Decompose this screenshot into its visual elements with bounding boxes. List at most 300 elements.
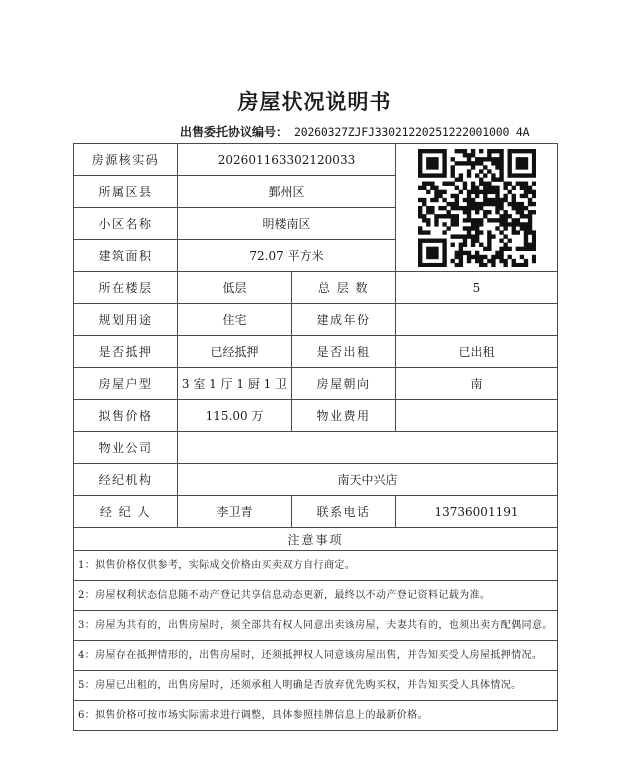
qr-module (507, 173, 511, 177)
table-row (74, 641, 558, 671)
phone-label: 联系电话 (292, 496, 396, 528)
qr-module (434, 250, 438, 254)
document-title: 房屋状况说明书 (237, 90, 392, 114)
table-row (74, 496, 558, 528)
qr-module (483, 197, 487, 201)
qr-module (487, 197, 491, 201)
qr-module (503, 262, 507, 266)
notice-item-2: 2：房屋权利状态信息随不动产登记共享信息动态更新，最终以不动产登记资料记载为准。 (78, 590, 491, 601)
qr-module (422, 173, 426, 177)
qr-module (527, 185, 531, 189)
property-company-label: 物业公司 (74, 432, 178, 464)
qr-module (442, 153, 446, 157)
qr-module (418, 161, 422, 165)
qr-module (499, 169, 503, 173)
qr-module (458, 173, 462, 177)
qr-module (426, 161, 430, 165)
qr-module (487, 181, 491, 185)
qr-module (430, 254, 434, 258)
qr-module (523, 193, 527, 197)
qr-module (422, 238, 426, 242)
qr-module (474, 234, 478, 238)
agent-label: 经 纪 人 (74, 496, 178, 528)
qr-module (470, 238, 474, 242)
qr-module (507, 214, 511, 218)
qr-module (462, 185, 466, 189)
qr-module (499, 218, 503, 222)
qr-module (503, 218, 507, 222)
qr-module (442, 250, 446, 254)
qr-module (519, 226, 523, 230)
area-value: 72.07 平方米 (178, 240, 396, 272)
qr-module (527, 218, 531, 222)
qr-module (418, 165, 422, 169)
qr-module (426, 230, 430, 234)
qr-module (511, 201, 515, 205)
qr-module (458, 254, 462, 258)
qr-module (418, 242, 422, 246)
qr-module (499, 149, 503, 153)
qr-module (491, 197, 495, 201)
notice-content (74, 611, 558, 641)
qr-module (487, 189, 491, 193)
qr-module (531, 189, 535, 193)
qr-module (454, 193, 458, 197)
phone-value: 13736001191 (396, 496, 558, 528)
qr-module (434, 173, 438, 177)
qr-module (466, 201, 470, 205)
qr-module (527, 246, 531, 250)
qr-module (483, 193, 487, 197)
table-row (74, 611, 558, 641)
qr-module (470, 218, 474, 222)
qr-module (499, 238, 503, 242)
property-company-value (178, 432, 558, 464)
table-row (74, 368, 558, 400)
qr-module (519, 214, 523, 218)
qr-module (462, 149, 466, 153)
qr-module (454, 201, 458, 205)
total-floors-label: 总 层 数 (292, 272, 396, 304)
qr-module (523, 181, 527, 185)
notice-heading: 注意事项 (74, 528, 558, 551)
qr-module (491, 177, 495, 181)
qr-module (479, 230, 483, 234)
qr-module (470, 153, 474, 157)
qr-module (446, 181, 450, 185)
qr-module (479, 218, 483, 222)
qr-module (479, 177, 483, 181)
qr-module (434, 157, 438, 161)
qr-module (507, 238, 511, 242)
qr-module (426, 218, 430, 222)
qr-module (503, 222, 507, 226)
qr-module (418, 254, 422, 258)
qr-module (499, 165, 503, 169)
qr-module (507, 201, 511, 205)
qr-module (499, 201, 503, 205)
qr-module (483, 181, 487, 185)
orientation-label: 房屋朝向 (292, 368, 396, 400)
qr-module (418, 250, 422, 254)
qr-code-icon[interactable] (418, 149, 536, 267)
qr-module (434, 262, 438, 266)
qr-module (442, 169, 446, 173)
build-year-label: 建成年份 (292, 304, 396, 336)
qr-module (438, 193, 442, 197)
qr-module (458, 149, 462, 153)
qr-module (466, 161, 470, 165)
qr-module (418, 226, 422, 230)
table-row (74, 400, 558, 432)
qr-module (426, 246, 430, 250)
table-row (74, 304, 558, 336)
layout-value: 3 室 1 厅 1 厨 1 卫 (178, 368, 292, 400)
qr-module (450, 258, 454, 262)
qr-module (523, 157, 527, 161)
qr-module (462, 226, 466, 230)
qr-module (466, 193, 470, 197)
qr-module (454, 222, 458, 226)
qr-module (458, 177, 462, 181)
qr-module (450, 181, 454, 185)
qr-module (442, 181, 446, 185)
qr-module (531, 210, 535, 214)
notice-item-1: 1：拟售价格仅供参考，实际成交价格由买卖双方自行商定。 (78, 560, 356, 571)
qr-module (491, 234, 495, 238)
qr-module (462, 161, 466, 165)
qr-module (499, 157, 503, 161)
qr-module (531, 161, 535, 165)
qr-module (499, 161, 503, 165)
qr-module (519, 165, 523, 169)
qr-module (474, 226, 478, 230)
qr-module (422, 197, 426, 201)
qr-module (418, 214, 422, 218)
qr-module (527, 226, 531, 230)
qr-module (474, 157, 478, 161)
qr-module (515, 218, 519, 222)
qr-module (466, 250, 470, 254)
notice-content (74, 701, 558, 731)
qr-module (499, 254, 503, 258)
qr-code-cell (396, 144, 558, 272)
qr-module (507, 153, 511, 157)
qr-module (434, 161, 438, 165)
qr-module (418, 157, 422, 161)
qr-module (515, 181, 519, 185)
qr-module (442, 205, 446, 209)
qr-module (495, 226, 499, 230)
qr-module (531, 246, 535, 250)
qr-module (454, 185, 458, 189)
qr-module (491, 254, 495, 258)
qr-module (531, 169, 535, 173)
qr-module (531, 165, 535, 169)
qr-module (426, 250, 430, 254)
qr-module (523, 234, 527, 238)
mortgage-value: 已经抵押 (178, 336, 292, 368)
qr-module (418, 169, 422, 173)
qr-module (519, 173, 523, 177)
qr-module (515, 165, 519, 169)
qr-module (430, 157, 434, 161)
table-row (74, 551, 558, 581)
qr-module (531, 193, 535, 197)
qr-module (466, 226, 470, 230)
qr-module (479, 222, 483, 226)
qr-module (450, 205, 454, 209)
qr-module (523, 161, 527, 165)
qr-module (483, 262, 487, 266)
qr-module (531, 173, 535, 177)
qr-module (515, 222, 519, 226)
qr-module (426, 222, 430, 226)
qr-module (519, 222, 523, 226)
notice-content (74, 641, 558, 671)
qr-module (466, 189, 470, 193)
qr-module (491, 161, 495, 165)
qr-module (499, 230, 503, 234)
property-fee-label: 物业费用 (292, 400, 396, 432)
qr-module (450, 165, 454, 169)
qr-module (438, 262, 442, 266)
qr-module (511, 218, 515, 222)
qr-module (442, 258, 446, 262)
qr-module (466, 210, 470, 214)
qr-module (487, 185, 491, 189)
qr-module (519, 262, 523, 266)
table-row (74, 528, 558, 551)
district-value: 鄞州区 (178, 176, 396, 208)
qr-module (458, 246, 462, 250)
qr-module (527, 210, 531, 214)
qr-module (503, 193, 507, 197)
qr-module (430, 246, 434, 250)
qr-module (479, 157, 483, 161)
qr-module (515, 230, 519, 234)
qr-module (507, 246, 511, 250)
qr-module (511, 173, 515, 177)
qr-module (434, 254, 438, 258)
qr-module (515, 205, 519, 209)
qr-module (446, 210, 450, 214)
qr-module (442, 214, 446, 218)
qr-module (470, 149, 474, 153)
qr-module (491, 218, 495, 222)
agreement-number-value: 20260327ZJFJ33021220251222001000 4A (294, 125, 530, 139)
qr-module (511, 230, 515, 234)
qr-module (527, 173, 531, 177)
qr-module (519, 254, 523, 258)
qr-module (479, 169, 483, 173)
qr-module (507, 169, 511, 173)
build-year-value (396, 304, 558, 336)
qr-module (479, 181, 483, 185)
agreement-number-line (180, 123, 529, 140)
source-code-value: 202601163302120033 (178, 144, 396, 176)
qr-module (491, 149, 495, 153)
qr-module (454, 197, 458, 201)
qr-module (426, 157, 430, 161)
qr-module (531, 181, 535, 185)
table-row (74, 144, 558, 176)
qr-module (474, 201, 478, 205)
table-row (74, 272, 558, 304)
qr-module (434, 185, 438, 189)
community-value: 明楼南区 (178, 208, 396, 240)
qr-module (519, 201, 523, 205)
qr-module (438, 214, 442, 218)
qr-module (531, 234, 535, 238)
qr-module (519, 149, 523, 153)
agreement-number-label: 出售委托协议编号： (180, 125, 289, 139)
qr-module (450, 173, 454, 177)
qr-module (430, 185, 434, 189)
qr-module (450, 214, 454, 218)
qr-module (442, 149, 446, 153)
qr-module (422, 201, 426, 205)
qr-module (523, 242, 527, 246)
qr-code-graphic (418, 149, 536, 267)
qr-module (495, 254, 499, 258)
qr-module (430, 205, 434, 209)
qr-module (474, 218, 478, 222)
qr-module (479, 258, 483, 262)
qr-module (474, 250, 478, 254)
district-label: 所属区县 (74, 176, 178, 208)
qr-module (507, 222, 511, 226)
qr-module (523, 238, 527, 242)
qr-module (474, 173, 478, 177)
usage-value: 住宅 (178, 304, 292, 336)
qr-module (458, 234, 462, 238)
qr-module (491, 189, 495, 193)
qr-module (446, 226, 450, 230)
qr-module (523, 222, 527, 226)
qr-module (430, 173, 434, 177)
qr-module (479, 201, 483, 205)
qr-module (523, 205, 527, 209)
qr-module (426, 165, 430, 169)
qr-module (430, 181, 434, 185)
floor-value: 低层 (178, 272, 292, 304)
qr-module (458, 262, 462, 266)
qr-module (491, 262, 495, 266)
qr-module (487, 201, 491, 205)
qr-module (450, 242, 454, 246)
qr-module (466, 230, 470, 234)
qr-module (442, 246, 446, 250)
qr-module (531, 149, 535, 153)
qr-module (495, 165, 499, 169)
qr-module (531, 157, 535, 161)
qr-module (422, 230, 426, 234)
qr-module (499, 246, 503, 250)
qr-module (499, 153, 503, 157)
qr-module (495, 218, 499, 222)
qr-module (495, 161, 499, 165)
qr-module (466, 173, 470, 177)
qr-module (483, 157, 487, 161)
qr-module (531, 201, 535, 205)
qr-module (474, 258, 478, 262)
qr-module (462, 210, 466, 214)
qr-module (470, 165, 474, 169)
qr-module (511, 193, 515, 197)
qr-module (515, 210, 519, 214)
qr-module (519, 193, 523, 197)
qr-module (454, 254, 458, 258)
qr-module (499, 205, 503, 209)
qr-module (450, 234, 454, 238)
rented-value: 已出租 (396, 336, 558, 368)
qr-module (458, 250, 462, 254)
qr-module (511, 222, 515, 226)
qr-module (479, 161, 483, 165)
qr-module (418, 262, 422, 266)
qr-module (422, 262, 426, 266)
qr-module (426, 254, 430, 258)
qr-module (442, 157, 446, 161)
qr-module (454, 214, 458, 218)
qr-module (438, 173, 442, 177)
qr-module (462, 238, 466, 242)
qr-module (483, 201, 487, 205)
qr-module (426, 149, 430, 153)
qr-module (470, 185, 474, 189)
qr-module (434, 222, 438, 226)
qr-module (503, 210, 507, 214)
qr-module (438, 205, 442, 209)
qr-module (503, 185, 507, 189)
qr-module (450, 193, 454, 197)
qr-module (515, 201, 519, 205)
qr-module (487, 169, 491, 173)
qr-module (474, 185, 478, 189)
qr-module (483, 185, 487, 189)
property-info-table (73, 143, 558, 731)
qr-module (503, 234, 507, 238)
qr-module (470, 254, 474, 258)
qr-module (523, 149, 527, 153)
qr-module (479, 189, 483, 193)
qr-module (430, 149, 434, 153)
qr-module (430, 210, 434, 214)
qr-module (483, 173, 487, 177)
qr-module (426, 181, 430, 185)
qr-module (507, 254, 511, 258)
qr-module (527, 149, 531, 153)
qr-module (503, 197, 507, 201)
qr-module (519, 161, 523, 165)
qr-module (458, 258, 462, 262)
qr-module (462, 250, 466, 254)
qr-module (523, 173, 527, 177)
qr-module (470, 234, 474, 238)
qr-module (426, 262, 430, 266)
qr-module (466, 218, 470, 222)
qr-module (442, 254, 446, 258)
qr-module (519, 157, 523, 161)
qr-module (487, 246, 491, 250)
qr-module (466, 258, 470, 262)
qr-module (442, 230, 446, 234)
table-row (74, 671, 558, 701)
qr-module (527, 230, 531, 234)
qr-module (491, 185, 495, 189)
qr-module (515, 161, 519, 165)
